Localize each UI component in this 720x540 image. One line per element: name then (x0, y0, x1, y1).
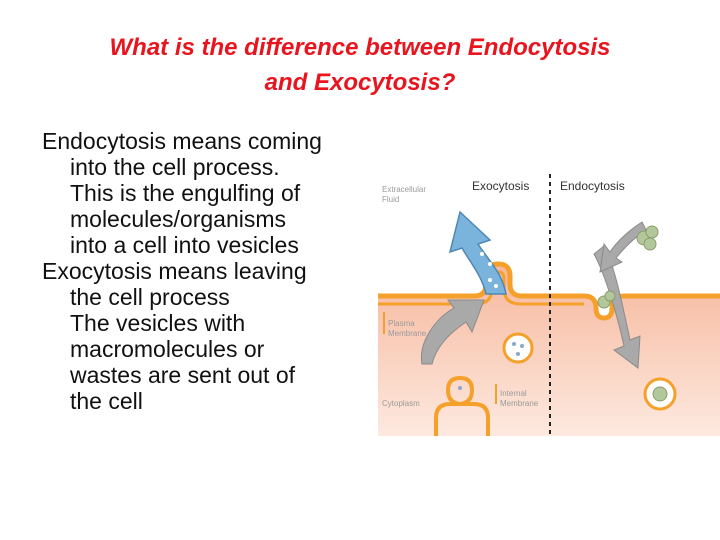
title-line-2: and Exocytosis? (264, 69, 456, 96)
bullet-exocytosis-detail (42, 284, 382, 414)
text-line: wastes are sent out of (70, 362, 296, 388)
endocytosis-heading: Endocytosis (560, 179, 625, 193)
cytoplasm-label: Cytoplasm (382, 399, 420, 408)
molecule (480, 252, 484, 256)
exocytosis-arrow (450, 212, 506, 294)
plasma-membrane-label: Membrane (388, 329, 427, 338)
slide-title (40, 30, 680, 100)
bullet-endocytosis: Endocytosis means coming (42, 128, 322, 154)
cytosis-diagram (378, 168, 720, 436)
molecule (488, 278, 492, 282)
text-line: into the cell process. (70, 154, 280, 180)
text-line: the cell process (70, 284, 230, 310)
title-line-1: What is the difference between Endocytosis (109, 34, 611, 61)
internal-membrane-label: Membrane (500, 399, 539, 408)
internal-membrane-label: Internal (500, 389, 527, 398)
text-line: This is the engulfing of (70, 180, 301, 206)
plasma-membrane-label: Plasma (388, 319, 415, 328)
text-line: molecules/organisms (70, 206, 287, 232)
text-line: the cell (70, 388, 143, 414)
molecule (458, 386, 462, 390)
molecule (488, 262, 492, 266)
extracellular-label: Extracellular (382, 185, 427, 194)
vesicle (645, 379, 675, 409)
bullet-list (42, 128, 382, 414)
molecule (494, 284, 498, 288)
text-line: into a cell into vesicles (70, 232, 299, 258)
vesicle (504, 334, 532, 362)
diagram-svg (378, 168, 720, 436)
text-line: macromolecules or (70, 336, 265, 362)
exocytosis-heading: Exocytosis (472, 179, 530, 193)
text-line: The vesicles with (70, 310, 246, 336)
bullet-exocytosis: Exocytosis means leaving (42, 258, 307, 284)
extracellular-label: Fluid (382, 195, 400, 204)
endocytosis-entry-arrow (600, 222, 646, 272)
bullet-endocytosis-detail (42, 154, 382, 258)
